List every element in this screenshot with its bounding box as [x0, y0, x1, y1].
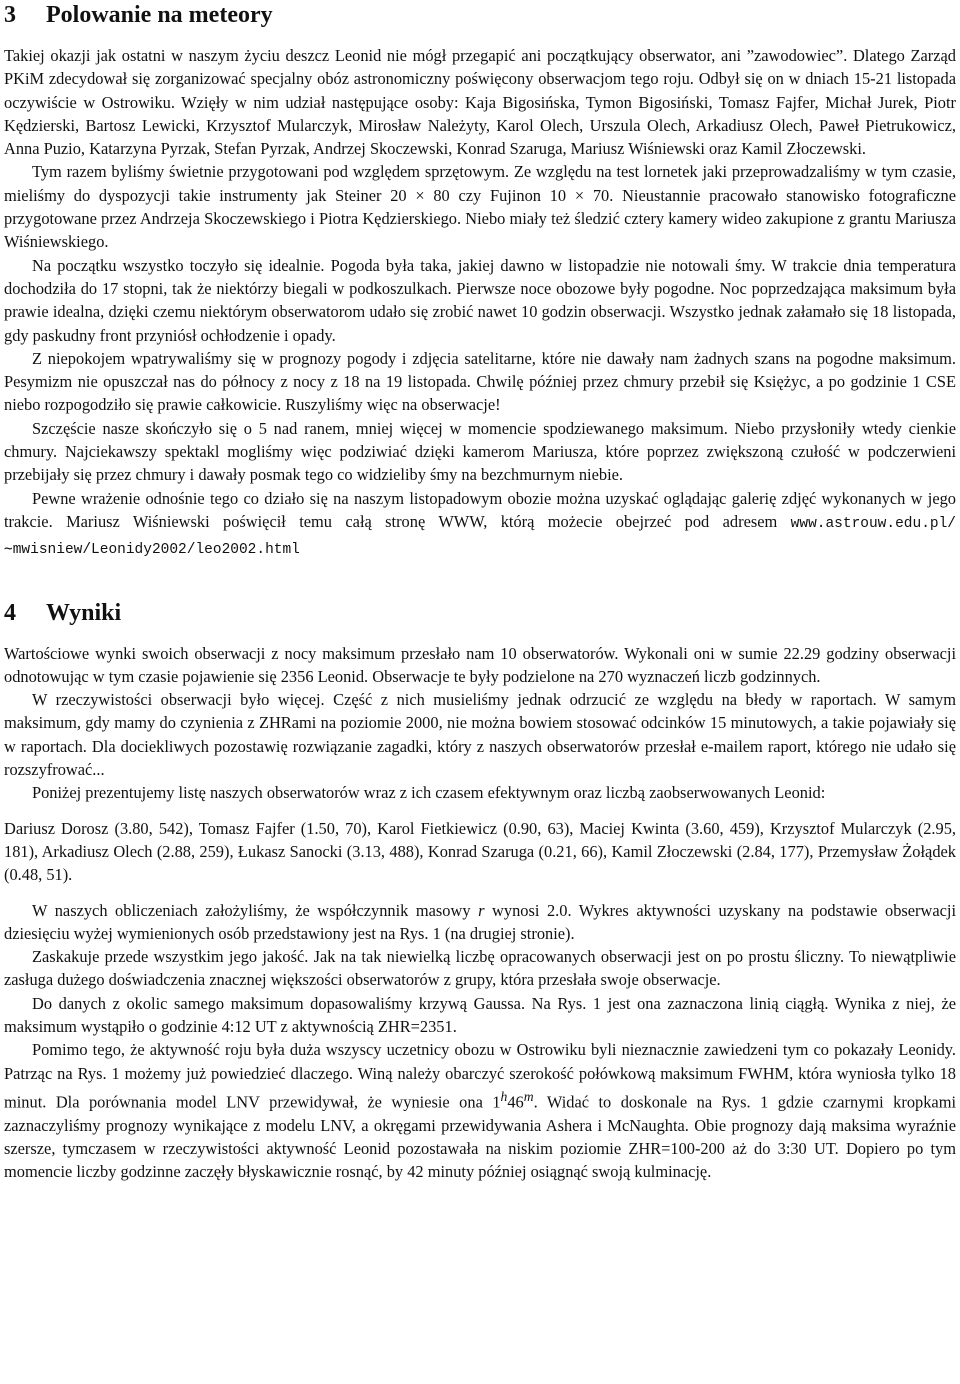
paragraph-text: . Widać to doskonale na Rys. 1 gdzie czarnymi kropkami zaznaczyliśmy prognozy wynikające z modelu LNV, a okręgami przewidywania Ashera i McNaughta. Obie prognozy dają maksima wyraźnie szersze, tymczasem w rzeczywistości aktywność Leonid pozostawała na niskim poziomie ZHR=100-200 aż do 3:30 UT. Dopiero po tym momencie liczby godzinne zaczęły błyskawicznie rosnąć, by 42 minuty później osiągnąć swoją kulminację.: [4, 1092, 957, 1182]
paragraph: Na początku wszystko toczyło się idealnie. Pogoda była taka, jakiej dawno w listopadzie nie notowali śmy. W trakcie dnia temperatura dochodziła do 17 stopni, tak że niektórzy biegali w podkoszulkach. Pierwsze noce obozowe były pogodne. Noc poprzedzająca maksimum była prawie idealna, dzięki czemu niektórym obserwatorom udało się zrobić nawet 10 godzin obserwacji. Wszystko jednak załamało się 18 listopada, gdy paskudny front przyniósł ochłodzenie i opady.: [4, 255, 956, 345]
section-heading: [4, 598, 956, 628]
paragraph: Takiej okazji jak ostatni w naszym życiu deszcz Leonid nie mógł przegapić ani początkujący obserwator, ani ”zawodowiec”. Dlatego Zarząd PKiM zdecydował się zorganizować specjalny obóz astronomiczny poświęcony obserwacjom tego roju. Odbył się on w dniach 15-21 listopada oczywiście w Ostrowiku. Wzięły w nim udział następujące osoby: Kaja Bigosińska, Tymon Bigosiński, Tomasz Fajfer, Michał Jurek, Piotr Kędzierski, Bartosz Lewicki, Krzysztof Mularczyk, Mirosław Należyty, Karol Olech, Urszula Olech, Arkadiusz Olech, Paweł Pietrukowicz, Anna Puzio, Katarzyna Pyrzak, Stefan Pyrzak, Andrzej Skoczewski, Konrad Szaruga, Mariusz Wiśniewski oraz Kamil Złoczewski.: [4, 46, 956, 159]
section-number: 3: [4, 2, 16, 28]
paragraph-text: W naszych obliczeniach założyliśmy, że współczynnik masowy: [32, 900, 471, 920]
paragraph-text: Pewne wrażenie odnośnie tego co działo się na naszym listopadowym obozie można uzyskać oglądając galerię zdjęć wykonanych w jego trakcie. Mariusz Wiśniewski poświęcił temu całą stronę WWW, którą możecie obejrzeć pod adresem: [4, 488, 956, 531]
paragraph-text: Pomimo tego, że aktywność roju była duża wszyscy uczetnicy obozu w Ostrowiku byli nieznacznie zawiedzeni tym co pokazały Leonidy. Patrząc na Rys. 1 możemy już powiedzieć dlaczego. Winą należy obarczyć szerokość połówkową maksimum FWHM, która wyniosła tylko 18 minut. Dla porównania model LNV przewidywał, że wyniesie ona 1: [4, 1040, 956, 1112]
paragraph: [4, 487, 956, 563]
gallery-url: www.astrouw.edu.pl/∼mwisniew/Leonidy2002/leo2002.html: [4, 515, 956, 559]
paragraph-text: wynosi 2.0. Wykres aktywności uzyskany na podstawie obserwacji dziesięciu wyżej wymienionych osób przedstawiony jest na Rys. 1 (na drugiej stronie).: [4, 900, 956, 943]
paragraph: Tym razem byliśmy świetnie przygotowani pod względem sprzętowym. Ze względu na test lornetek jaki przeprowadzaliśmy w tym czasie, mieliśmy do dyspozycji takie instrumenty jak Steiner 20 × 80 czy Fujinon 10 × 70. Nieustannie pracowało stanowisko fotograficzne przygotowane przez Andrzeja Skoczewskiego i Piotra Kędzierskiego. Niebo miały też śledzić cztery kamery wideo zakupione z grantu Mariusza Wiśniewskiego.: [4, 162, 956, 252]
paragraph: W rzeczywistości obserwacji było więcej. Część z nich musieliśmy jednak odrzucić ze względu na błedy w raportach. W samym maksimum, gdy mamy do czynienia z ZHRami na poziomie 2000, nie można bowiem stosować odcinków 15 minutowych, a takie pojawiały się w raportach. Dla dociekliwych pozostawię rozwiązanie zagadki, który z naszych obserwatorów przesłał e-mailem raport, którego nie udało się rozszyfrować...: [4, 690, 956, 780]
paragraph: Wartościowe wynki swoich obserwacji z nocy maksimum przesłało nam 10 obserwatorów. Wykonali oni w sumie 22.29 godziny obserwacji odnotowując w tym czasie pojawienie się 2356 Leonid. Obserwacje te były podzielone na 270 wyznaczeń liczb godzinnych.: [4, 643, 956, 686]
paragraph: Z niepokojem wpatrywaliśmy się w prognozy pogody i zdjęcia satelitarne, które nie dawały nam żadnych szans na pogodne maksimum. Pesymizm nie opuszczał nas do północy z nocy z 18 na 19 listopada. Chwilę później przez chmury przebił się Księżyc, a po godzinie 1 CSE niebo rozpogodziło się prawie całkowicie. Ruszyliśmy więc na obserwacje!: [4, 348, 956, 415]
section-heading: [4, 0, 956, 30]
paragraph: [4, 899, 956, 946]
section-title: Wyniki: [46, 599, 122, 626]
minutes-value: 46: [507, 1092, 524, 1112]
paragraph: Do danych z okolic samego maksimum dopasowaliśmy krzywą Gaussa. Na Rys. 1 jest ona zaznaczona linią ciągłą. Wynika z niej, że maksimum wystąpiło o godzinie 4:12 UT z aktywnością ZHR=2351.: [4, 993, 956, 1036]
mass-index-variable: r: [478, 900, 485, 920]
section-number: 4: [4, 599, 16, 626]
paragraph: Zaskakuje przede wszystkim jego jakość. Jak na tak niewielką liczbę opracowanych obserwacji jest on po prostu śliczny. To niewątpliwie zasługa dużego doświadczenia znacznej większości obserwatorów z grupy, która przesłała swoje obserwacje.: [4, 947, 956, 990]
minute-superscript: m: [523, 1088, 534, 1104]
section-title: Polowanie na meteory: [46, 2, 273, 28]
paragraph: [4, 1038, 956, 1183]
paragraph: Szczęście nasze skończyło się o 5 nad ranem, mniej więcej w momencie spodziewanego maksimum. Niebo przysłoniły wtedy cienkie chmury. Najciekawszy spektakl mogliśmy więc podziwiać dzięki kamerom Mariusza, które poprzez zwiększoną czułość w podczerwieni przebijały się przez chmury i dawały posmak tego co widzieliby śmy na bezchmurnym niebie.: [4, 418, 956, 485]
hour-superscript: h: [500, 1088, 508, 1104]
paragraph: Poniżej prezentujemy listę naszych obserwatorów wraz z ich czasem efektywnym oraz liczbą zaobserwowanych Leonid:: [32, 783, 826, 803]
observer-list: Dariusz Dorosz (3.80, 542), Tomasz Fajfer (1.50, 70), Karol Fietkiewicz (0.90, 63), Maciej Kwinta (3.60, 459), Krzysztof Mularczyk (2.95, 181), Arkadiusz Olech (2.88, 259), Łukasz Sanocki (3.13, 488), Konrad Szaruga (0.21, 66), Kamil Złoczewski (2.84, 177), Przemysław Żołądek (0.48, 51).: [4, 818, 956, 885]
